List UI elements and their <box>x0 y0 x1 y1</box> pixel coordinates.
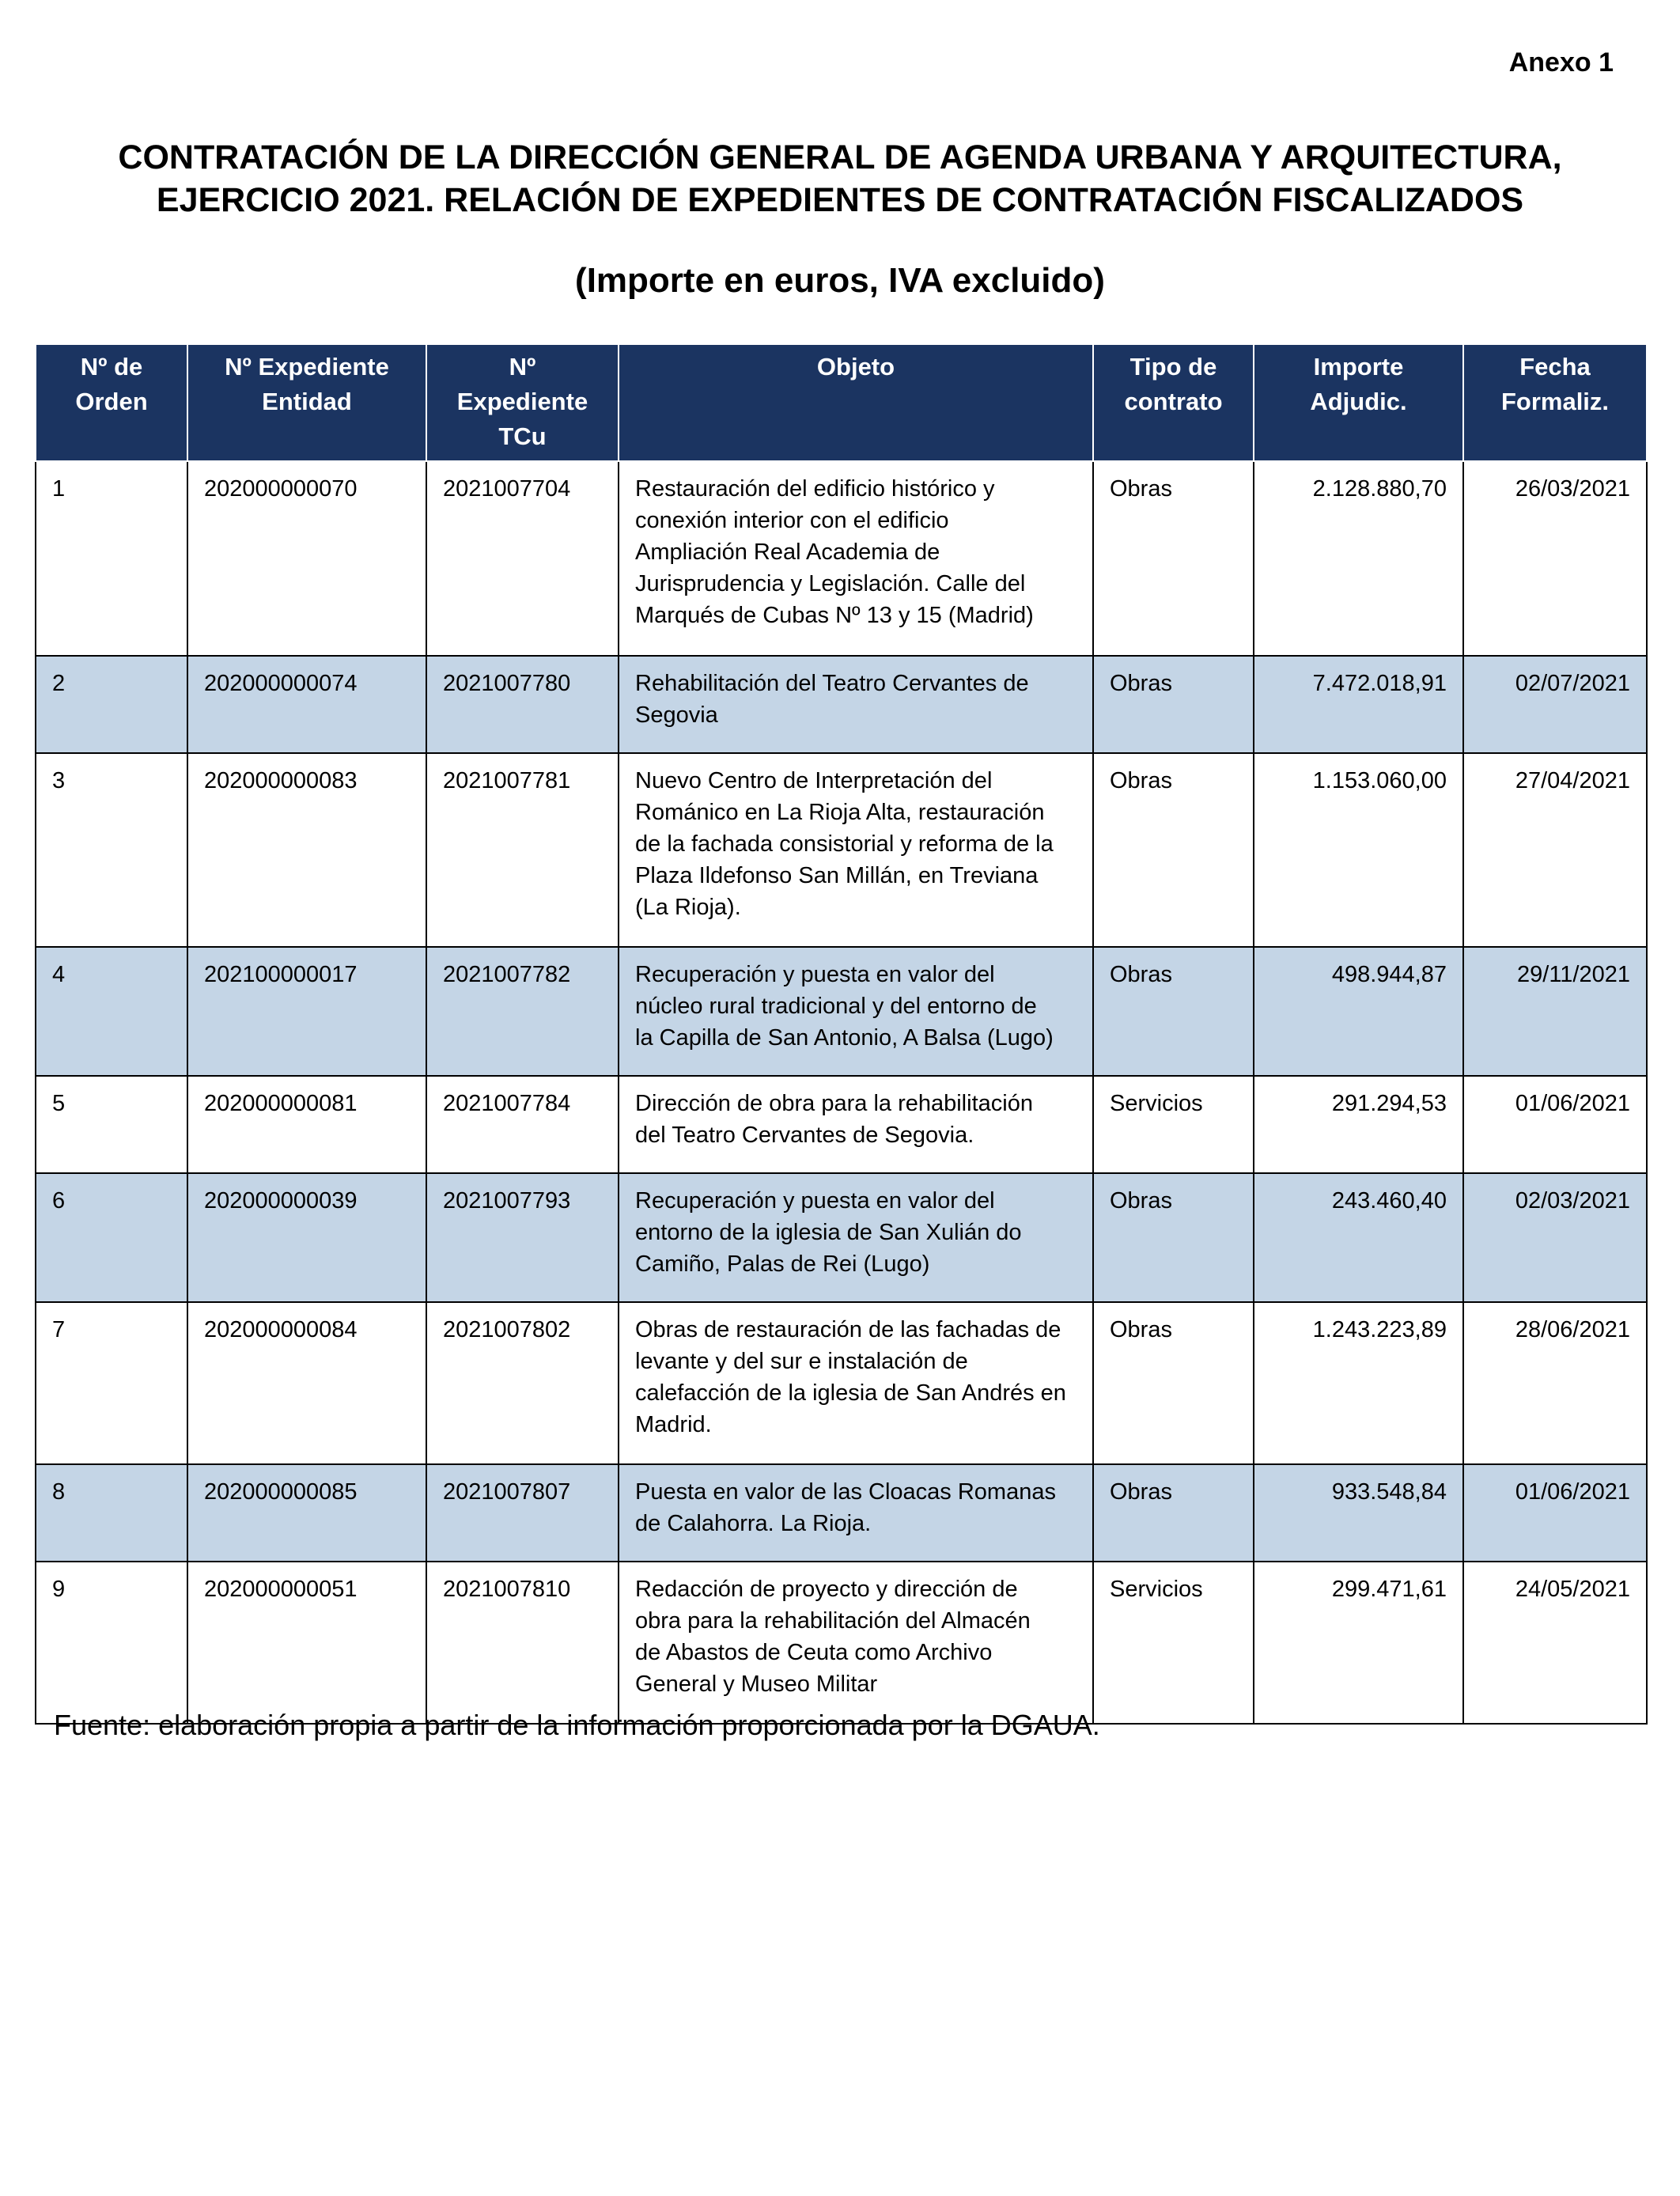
objeto-line: Restauración del edificio histórico y <box>635 476 995 502</box>
objeto-line: Madrid. <box>635 1412 712 1437</box>
cell-objeto <box>619 1302 1093 1464</box>
cell-tipo-contrato: Obras <box>1093 656 1254 753</box>
cell-expediente-entidad: 202000000083 <box>187 753 426 947</box>
cell-expediente-tcu: 2021007782 <box>426 947 619 1076</box>
cell-expediente-entidad: 202000000070 <box>187 461 426 656</box>
objeto-line: núcleo rural tradicional y del entorno de <box>635 994 1037 1019</box>
objeto-line: Plaza Ildefonso San Millán, en Treviana <box>635 863 1039 888</box>
objeto-line: Rehabilitación del Teatro Cervantes de <box>635 671 1029 696</box>
objeto-line: Segovia <box>635 702 718 728</box>
cell-fecha: 27/04/2021 <box>1463 753 1647 947</box>
cell-objeto <box>619 1562 1093 1724</box>
cell-fecha: 28/06/2021 <box>1463 1302 1647 1464</box>
objeto-line: Recuperación y puesta en valor del <box>635 1188 995 1213</box>
document-title <box>47 136 1633 221</box>
col-header-importe: Importe Adjudic. <box>1254 344 1463 461</box>
table-header-row <box>36 344 1647 461</box>
cell-importe: 1.153.060,00 <box>1254 753 1463 947</box>
cell-orden: 5 <box>36 1076 187 1173</box>
cell-fecha: 26/03/2021 <box>1463 461 1647 656</box>
cell-expediente-entidad: 202000000039 <box>187 1173 426 1302</box>
table-row <box>36 1302 1647 1464</box>
col-header-tipo-contrato: Tipo de contrato <box>1093 344 1254 461</box>
objeto-line: entorno de la iglesia de San Xulián do <box>635 1220 1022 1245</box>
cell-objeto <box>619 1464 1093 1562</box>
col-header-objeto: Objeto <box>619 344 1093 461</box>
cell-fecha: 02/03/2021 <box>1463 1173 1647 1302</box>
cell-expediente-entidad: 202000000084 <box>187 1302 426 1464</box>
objeto-line: Ampliación Real Academia de <box>635 540 940 565</box>
cell-expediente-entidad: 202000000074 <box>187 656 426 753</box>
cell-objeto <box>619 1173 1093 1302</box>
cell-expediente-entidad: 202000000081 <box>187 1076 426 1173</box>
objeto-line: Redacción de proyecto y dirección de <box>635 1577 1018 1602</box>
cell-fecha: 24/05/2021 <box>1463 1562 1647 1724</box>
title-line-2: EJERCICIO 2021. RELACIÓN DE EXPEDIENTES DE CONTRATACIÓN FISCALIZADOS <box>156 181 1524 219</box>
cell-expediente-tcu: 2021007781 <box>426 753 619 947</box>
cell-orden: 4 <box>36 947 187 1076</box>
cell-fecha: 01/06/2021 <box>1463 1464 1647 1562</box>
objeto-line: Obras de restauración de las fachadas de <box>635 1317 1061 1342</box>
objeto-line: de la fachada consistorial y reforma de la <box>635 831 1054 857</box>
objeto-line: Camiño, Palas de Rei (Lugo) <box>635 1251 930 1277</box>
objeto-line: Dirección de obra para la rehabilitación <box>635 1091 1033 1116</box>
objeto-line: Jurisprudencia y Legislación. Calle del <box>635 571 1026 596</box>
objeto-line: Recuperación y puesta en valor del <box>635 962 995 987</box>
cell-importe: 933.548,84 <box>1254 1464 1463 1562</box>
col-header-orden: Nº de Orden <box>36 344 187 461</box>
objeto-line: obra para la rehabilitación del Almacén <box>635 1608 1031 1634</box>
cell-importe: 7.472.018,91 <box>1254 656 1463 753</box>
cell-expediente-tcu: 2021007784 <box>426 1076 619 1173</box>
cell-expediente-tcu: 2021007704 <box>426 461 619 656</box>
table-row <box>36 1173 1647 1302</box>
objeto-line: Marqués de Cubas Nº 13 y 15 (Madrid) <box>635 603 1034 628</box>
cell-tipo-contrato: Servicios <box>1093 1562 1254 1724</box>
cell-orden: 3 <box>36 753 187 947</box>
cell-expediente-tcu: 2021007810 <box>426 1562 619 1724</box>
objeto-line: de Calahorra. La Rioja. <box>635 1511 872 1536</box>
table-row <box>36 947 1647 1076</box>
cell-tipo-contrato: Obras <box>1093 947 1254 1076</box>
source-note: Fuente: elaboración propia a partir de la información proporcionada por la DGAUA. <box>54 1709 1100 1741</box>
table-row <box>36 753 1647 947</box>
cell-expediente-tcu: 2021007780 <box>426 656 619 753</box>
annex-label: Anexo 1 <box>1508 47 1614 78</box>
objeto-line: (La Rioja). <box>635 895 741 920</box>
cell-orden: 6 <box>36 1173 187 1302</box>
table-row <box>36 1464 1647 1562</box>
cell-expediente-entidad: 202000000051 <box>187 1562 426 1724</box>
cell-importe: 498.944,87 <box>1254 947 1463 1076</box>
contracts-table <box>35 343 1648 1725</box>
table-row <box>36 1562 1647 1724</box>
cell-orden: 8 <box>36 1464 187 1562</box>
cell-expediente-tcu: 2021007807 <box>426 1464 619 1562</box>
col-header-expediente-entidad: Nº Expediente Entidad <box>187 344 426 461</box>
objeto-line: Románico en La Rioja Alta, restauración <box>635 800 1045 825</box>
cell-tipo-contrato: Obras <box>1093 1464 1254 1562</box>
cell-orden: 2 <box>36 656 187 753</box>
cell-tipo-contrato: Obras <box>1093 1302 1254 1464</box>
cell-tipo-contrato: Obras <box>1093 1173 1254 1302</box>
table-row <box>36 461 1647 656</box>
cell-fecha: 02/07/2021 <box>1463 656 1647 753</box>
table-body <box>36 461 1647 1724</box>
cell-tipo-contrato: Obras <box>1093 753 1254 947</box>
cell-orden: 7 <box>36 1302 187 1464</box>
cell-fecha: 29/11/2021 <box>1463 947 1647 1076</box>
objeto-line: calefacción de la iglesia de San Andrés en <box>635 1380 1066 1406</box>
cell-objeto <box>619 656 1093 753</box>
cell-tipo-contrato: Servicios <box>1093 1076 1254 1173</box>
table-row <box>36 1076 1647 1173</box>
cell-objeto <box>619 947 1093 1076</box>
cell-expediente-tcu: 2021007802 <box>426 1302 619 1464</box>
table-row <box>36 656 1647 753</box>
cell-objeto <box>619 753 1093 947</box>
objeto-line: Puesta en valor de las Cloacas Romanas <box>635 1479 1056 1505</box>
cell-expediente-tcu: 2021007793 <box>426 1173 619 1302</box>
objeto-line: del Teatro Cervantes de Segovia. <box>635 1123 974 1148</box>
cell-importe: 243.460,40 <box>1254 1173 1463 1302</box>
objeto-line: la Capilla de San Antonio, A Balsa (Lugo) <box>635 1025 1054 1051</box>
cell-orden: 9 <box>36 1562 187 1724</box>
cell-importe: 2.128.880,70 <box>1254 461 1463 656</box>
objeto-line: conexión interior con el edificio <box>635 508 949 533</box>
cell-importe: 299.471,61 <box>1254 1562 1463 1724</box>
objeto-line: General y Museo Militar <box>635 1672 878 1697</box>
cell-expediente-entidad: 202100000017 <box>187 947 426 1076</box>
cell-tipo-contrato: Obras <box>1093 461 1254 656</box>
objeto-line: de Abastos de Ceuta como Archivo <box>635 1640 993 1665</box>
cell-fecha: 01/06/2021 <box>1463 1076 1647 1173</box>
cell-objeto <box>619 461 1093 656</box>
col-header-expediente-tcu: Nº Expediente TCu <box>426 344 619 461</box>
title-line-1: CONTRATACIÓN DE LA DIRECCIÓN GENERAL DE AGENDA URBANA Y ARQUITECTURA, <box>118 138 1562 176</box>
cell-objeto <box>619 1076 1093 1173</box>
objeto-line: Nuevo Centro de Interpretación del <box>635 768 993 793</box>
cell-importe: 1.243.223,89 <box>1254 1302 1463 1464</box>
cell-importe: 291.294,53 <box>1254 1076 1463 1173</box>
col-header-fecha: Fecha Formaliz. <box>1463 344 1647 461</box>
document-subtitle: (Importe en euros, IVA excluido) <box>575 261 1105 300</box>
cell-expediente-entidad: 202000000085 <box>187 1464 426 1562</box>
cell-orden: 1 <box>36 461 187 656</box>
objeto-line: levante y del sur e instalación de <box>635 1349 968 1374</box>
